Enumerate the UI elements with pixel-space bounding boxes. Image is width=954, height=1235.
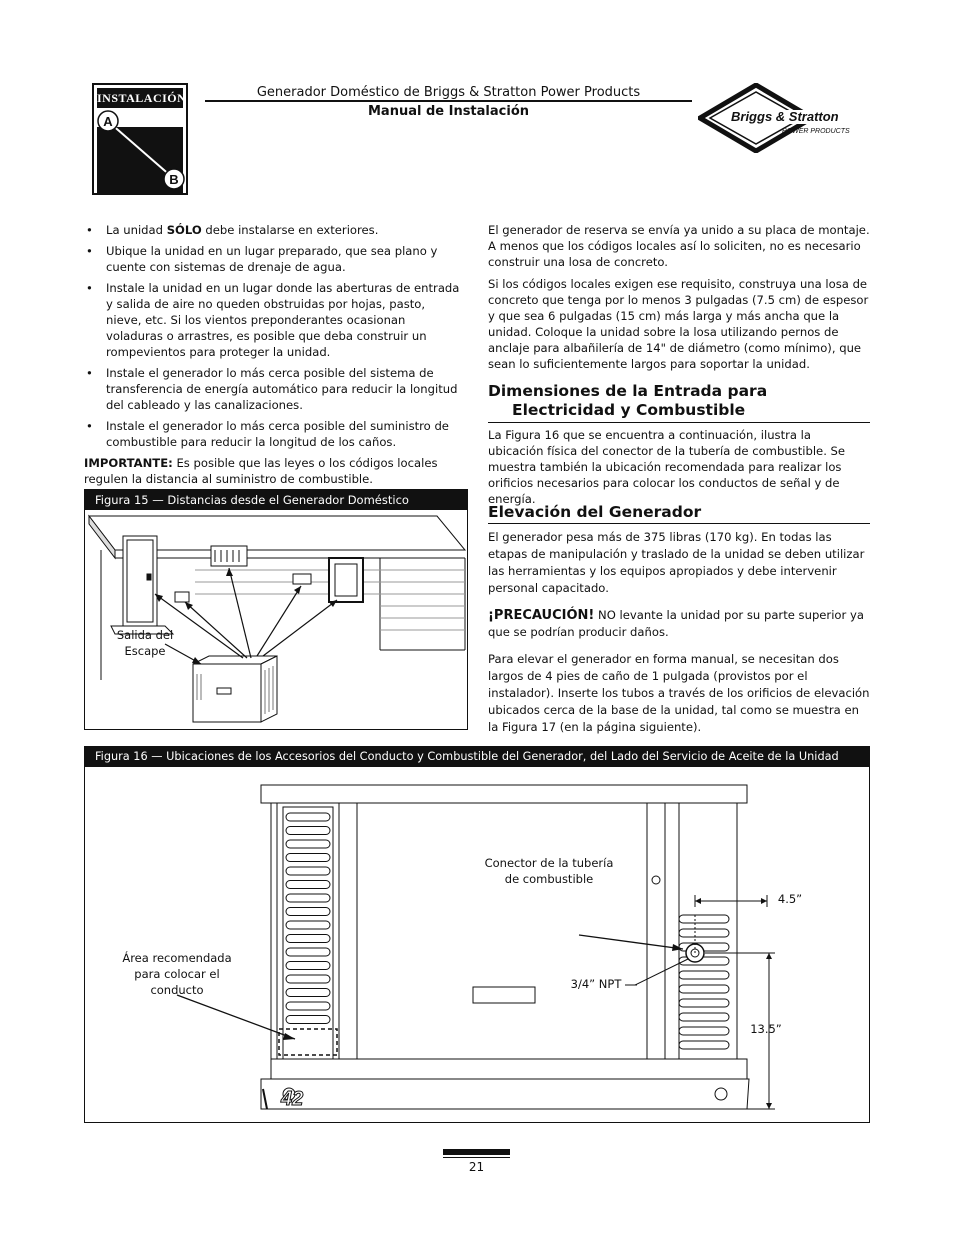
important-note: IMPORTANTE: Es posible que las leyes o los códigos locales regulen la distancia al suministro de combustible. xyxy=(84,456,438,486)
louver-slat xyxy=(679,929,729,937)
dimension-top-label: 4.5” xyxy=(777,892,803,906)
requirements-list xyxy=(84,222,464,450)
louver-slat xyxy=(286,854,330,862)
louver-slat xyxy=(679,999,729,1007)
louver-slat xyxy=(679,1041,729,1049)
logo-main-text: Briggs & Stratton xyxy=(731,109,839,124)
dimension-side-label: 13.5” xyxy=(750,1022,782,1036)
heading-dimensions: Dimensiones de la Entrada para Electricidad y Combustible xyxy=(488,382,768,419)
figure-15-caption: Figura 15 — Distancias desde el Generador Doméstico xyxy=(85,490,467,510)
house-distances-diagram xyxy=(85,510,467,729)
louver-slat xyxy=(286,989,330,997)
heading-dimensions-rule xyxy=(488,422,870,423)
figure-16-caption: Figura 16 — Ubicaciones de los Accesorios del Conducto y Combustible del Generador, del Lado del Servicio de Aceite de la Unidad xyxy=(85,747,869,767)
exhaust-outlet-label: Salida del Escape xyxy=(116,628,174,658)
page-number: 21 xyxy=(468,1160,485,1174)
paragraph-lifting: Para elevar el generador en forma manual, se necesitan dos largos de 4 pies de caño de 1 pulgada (provistos por el instalador). Inserte los tubos a través de los orificios de elevación ubicados cerca de la base de la unidad, tal como se muestra en la Figura 17 (en la página siguiente). xyxy=(488,652,870,734)
figure-15 xyxy=(84,489,468,730)
louver-slat xyxy=(286,840,330,848)
louver-slat xyxy=(679,1013,729,1021)
louver-slat xyxy=(679,957,729,965)
conduit-area-label: Área recomendada para colocar el conducto xyxy=(122,951,232,997)
louver-slat xyxy=(286,948,330,956)
louver-slat xyxy=(679,971,729,979)
footer-rule xyxy=(443,1157,510,1158)
elevation-block xyxy=(488,529,870,742)
badge-b: B xyxy=(169,172,179,187)
logo-sub-text: POWER PRODUCTS xyxy=(782,128,850,135)
briggs-stratton-logo xyxy=(698,83,870,153)
figure-16 xyxy=(84,746,870,1123)
louver-slat xyxy=(679,985,729,993)
model-mark: 42 xyxy=(281,1088,304,1110)
heading-elevation: Elevación del Generador xyxy=(488,503,702,521)
list-item: • Ubique la unidad en un lugar preparado, que sea plano y cuente con sistemas de drenaje de agua. xyxy=(84,243,464,275)
list-item: • Instale la unidad en un lugar donde las aberturas de entrada y salida de aire no queden obstruidas por hojas, pasto, nieve, etc. Si los vientos preponderantes ocasionan voladuras o arrastres, es posible que deba construir un rompevientos para proteger la unidad. xyxy=(84,280,464,360)
louver-slat xyxy=(286,813,330,821)
louver-slat xyxy=(286,1002,330,1010)
badge-title: INSTALACIÓN xyxy=(97,88,183,108)
list-item: • Instale el generador lo más cerca posible del sistema de transferencia de energía automático para reducir la longitud del cableado y las canalizaciones. xyxy=(84,365,464,413)
paragraph-figure16-ref: La Figura 16 que se encuentra a continuación, ilustra la ubicación física del conector de la tubería de combustible. Se muestra también la ubicación recomendada para realizar los orificios necesarios para colocar los conductos de señal y de energía. xyxy=(488,428,846,506)
badge-a-to-b-icon xyxy=(94,85,188,195)
louver-slat xyxy=(286,921,330,929)
louver-slat xyxy=(286,975,330,983)
installation-badge xyxy=(92,83,188,195)
louver-slat xyxy=(286,827,330,835)
louver-slat xyxy=(286,867,330,875)
right-column xyxy=(488,222,870,378)
paragraph-shipping: El generador de reserva se envía ya unido a su placa de montaje. A menos que los códigos locales así lo soliciten, no es necesario construir una losa de concreto. xyxy=(488,223,870,269)
footer-bar xyxy=(443,1149,510,1155)
caution-note: ¡PRECAUCIÓN! NO levante la unidad por su parte superior ya que se podrían producir daños. xyxy=(488,608,864,639)
louver-slat xyxy=(286,894,330,902)
generator-side-diagram xyxy=(85,767,869,1122)
header-title: Generador Doméstico de Briggs & Stratton Power Products xyxy=(256,85,641,100)
fuel-connector-label: Conector de la tubería de combustible xyxy=(484,856,614,886)
npt-label: 3/4” NPT xyxy=(570,977,622,991)
paragraph-weight: El generador pesa más de 375 libras (170 kg). En todas las etapas de manipulación y traslado de la unidad se deben utilizar las herramientas y los equipos apropiados y debe intervenir personal capacitado. xyxy=(488,530,865,595)
list-item: • Instale el generador lo más cerca posible del suministro de combustible para reducir la longitud de los caños. xyxy=(84,418,464,450)
badge-a: A xyxy=(103,114,113,129)
header-subtitle: Manual de Instalación xyxy=(367,104,529,119)
heading-elevation-rule xyxy=(488,523,870,524)
louver-slat xyxy=(286,962,330,970)
paragraph-slab: Si los códigos locales exigen ese requisito, construya una losa de concreto que tenga por lo menos 3 pulgadas (7.5 cm) de espesor y que sea 6 pulgadas (15 cm) más larga y más ancha que la unidad. Coloque la unidad sobre la losa utilizando pernos de anclaje para albañilería de 14" de diámetro (como mínimo), que sean lo suficientemente largos para soportar la unidad. xyxy=(488,277,869,371)
list-item: • La unidad SÓLO debe instalarse en exteriores. xyxy=(84,222,464,238)
louver-slat xyxy=(286,1016,330,1024)
louver-slat xyxy=(679,1027,729,1035)
louver-slat xyxy=(286,908,330,916)
dimensions-block xyxy=(488,427,870,513)
header-rule xyxy=(205,100,692,102)
louver-slat xyxy=(679,915,729,923)
louver-slat xyxy=(286,935,330,943)
left-column xyxy=(84,222,464,493)
louver-slat xyxy=(286,881,330,889)
